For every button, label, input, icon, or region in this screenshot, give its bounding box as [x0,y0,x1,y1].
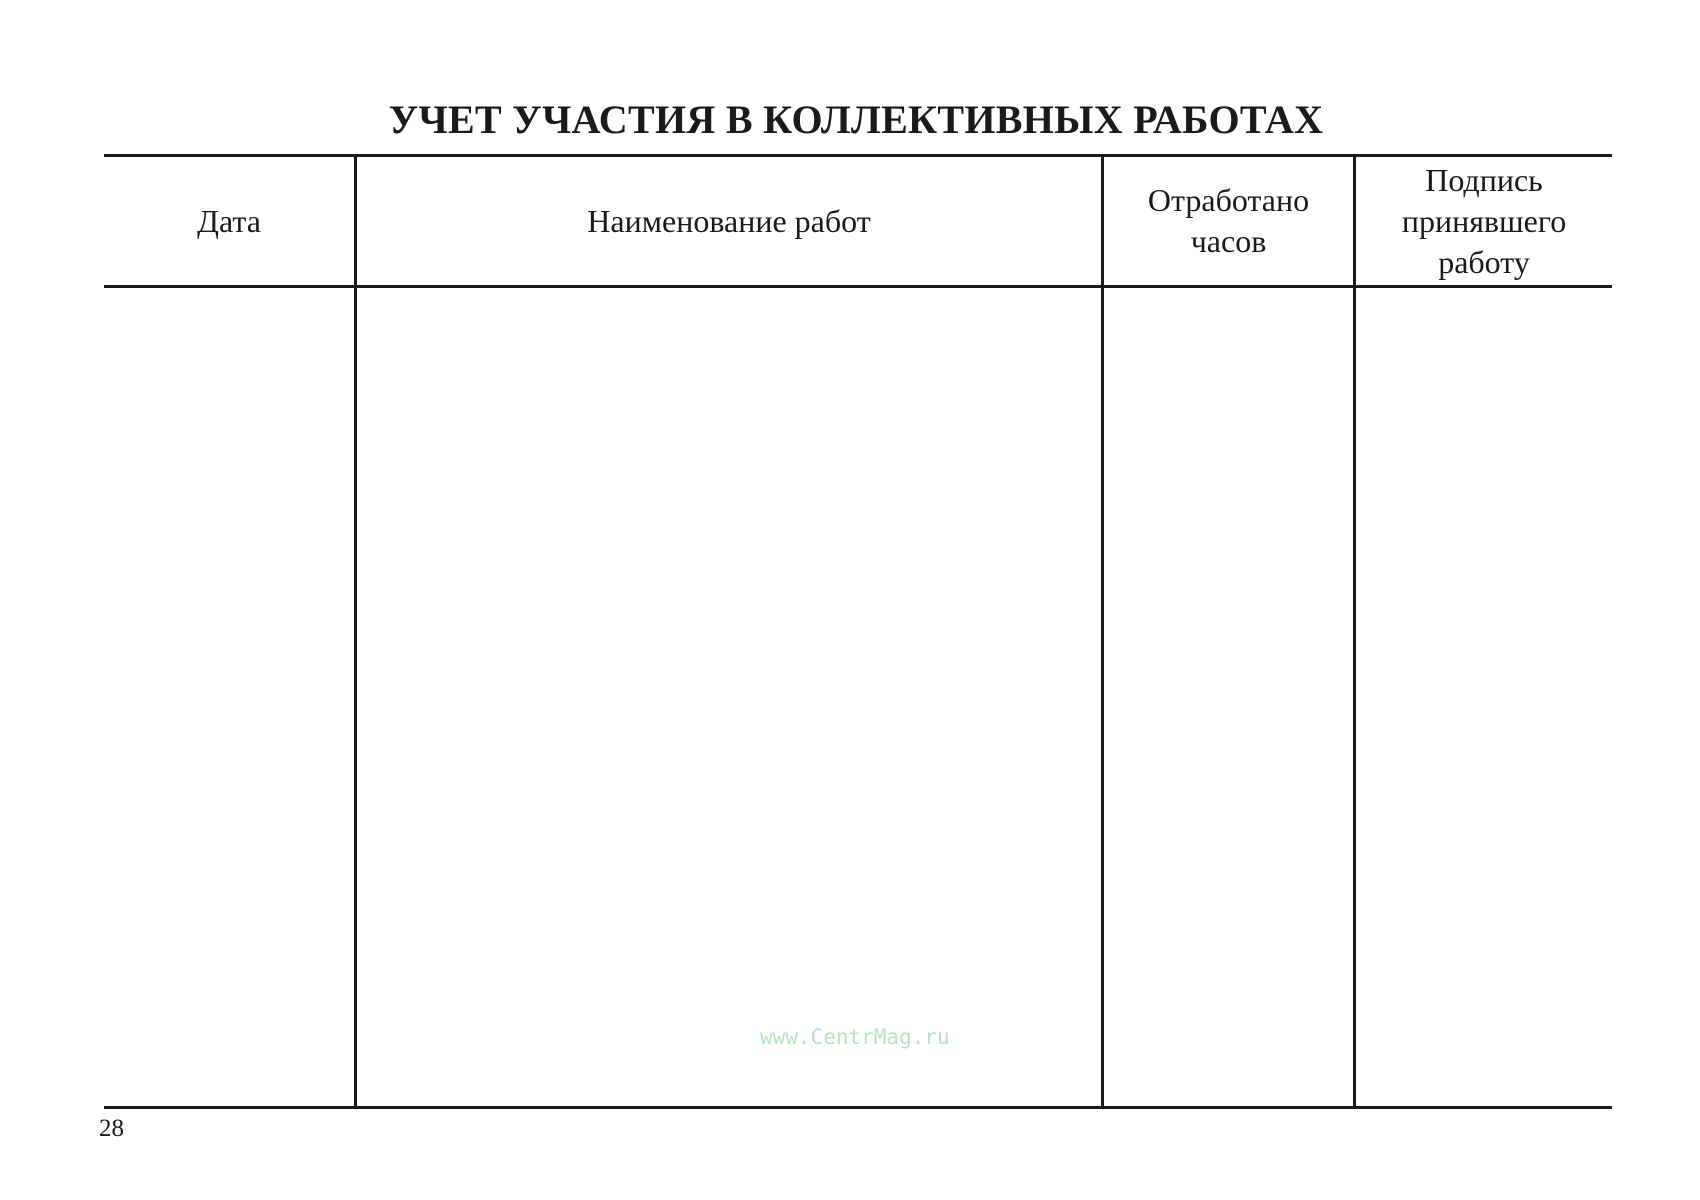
hours-entry-area [1104,288,1353,1106]
column-header-signature-line: Подпись [1425,161,1543,198]
participation-table [104,154,1612,1109]
watermark: www.CentrMag.ru [760,1025,950,1049]
page-title: УЧЕТ УЧАСТИЯ В КОЛЛЕКТИВНЫХ РАБОТАХ [388,97,1324,142]
column-header-date-label: Дата [197,202,261,239]
column-header-signature-line: принявшего [1401,202,1567,239]
column-header-hours-worked [1104,157,1353,285]
column-header-date [104,157,354,285]
page-number: 28 [99,1115,124,1142]
column-header-hours-line: Отработано [1147,182,1310,218]
work-name-entry-area [357,288,1101,1106]
column-header-work-name [357,157,1101,285]
column-header-signature-line: работу [1438,243,1530,280]
column-header-work-name-label: Наименование работ [587,202,871,239]
signature-entry-area [1356,288,1612,1106]
column-header-hours-line: часов [1190,223,1267,259]
date-entry-area [104,288,354,1106]
column-header-signature [1356,157,1612,285]
table-bottom-rule [104,1106,1612,1109]
